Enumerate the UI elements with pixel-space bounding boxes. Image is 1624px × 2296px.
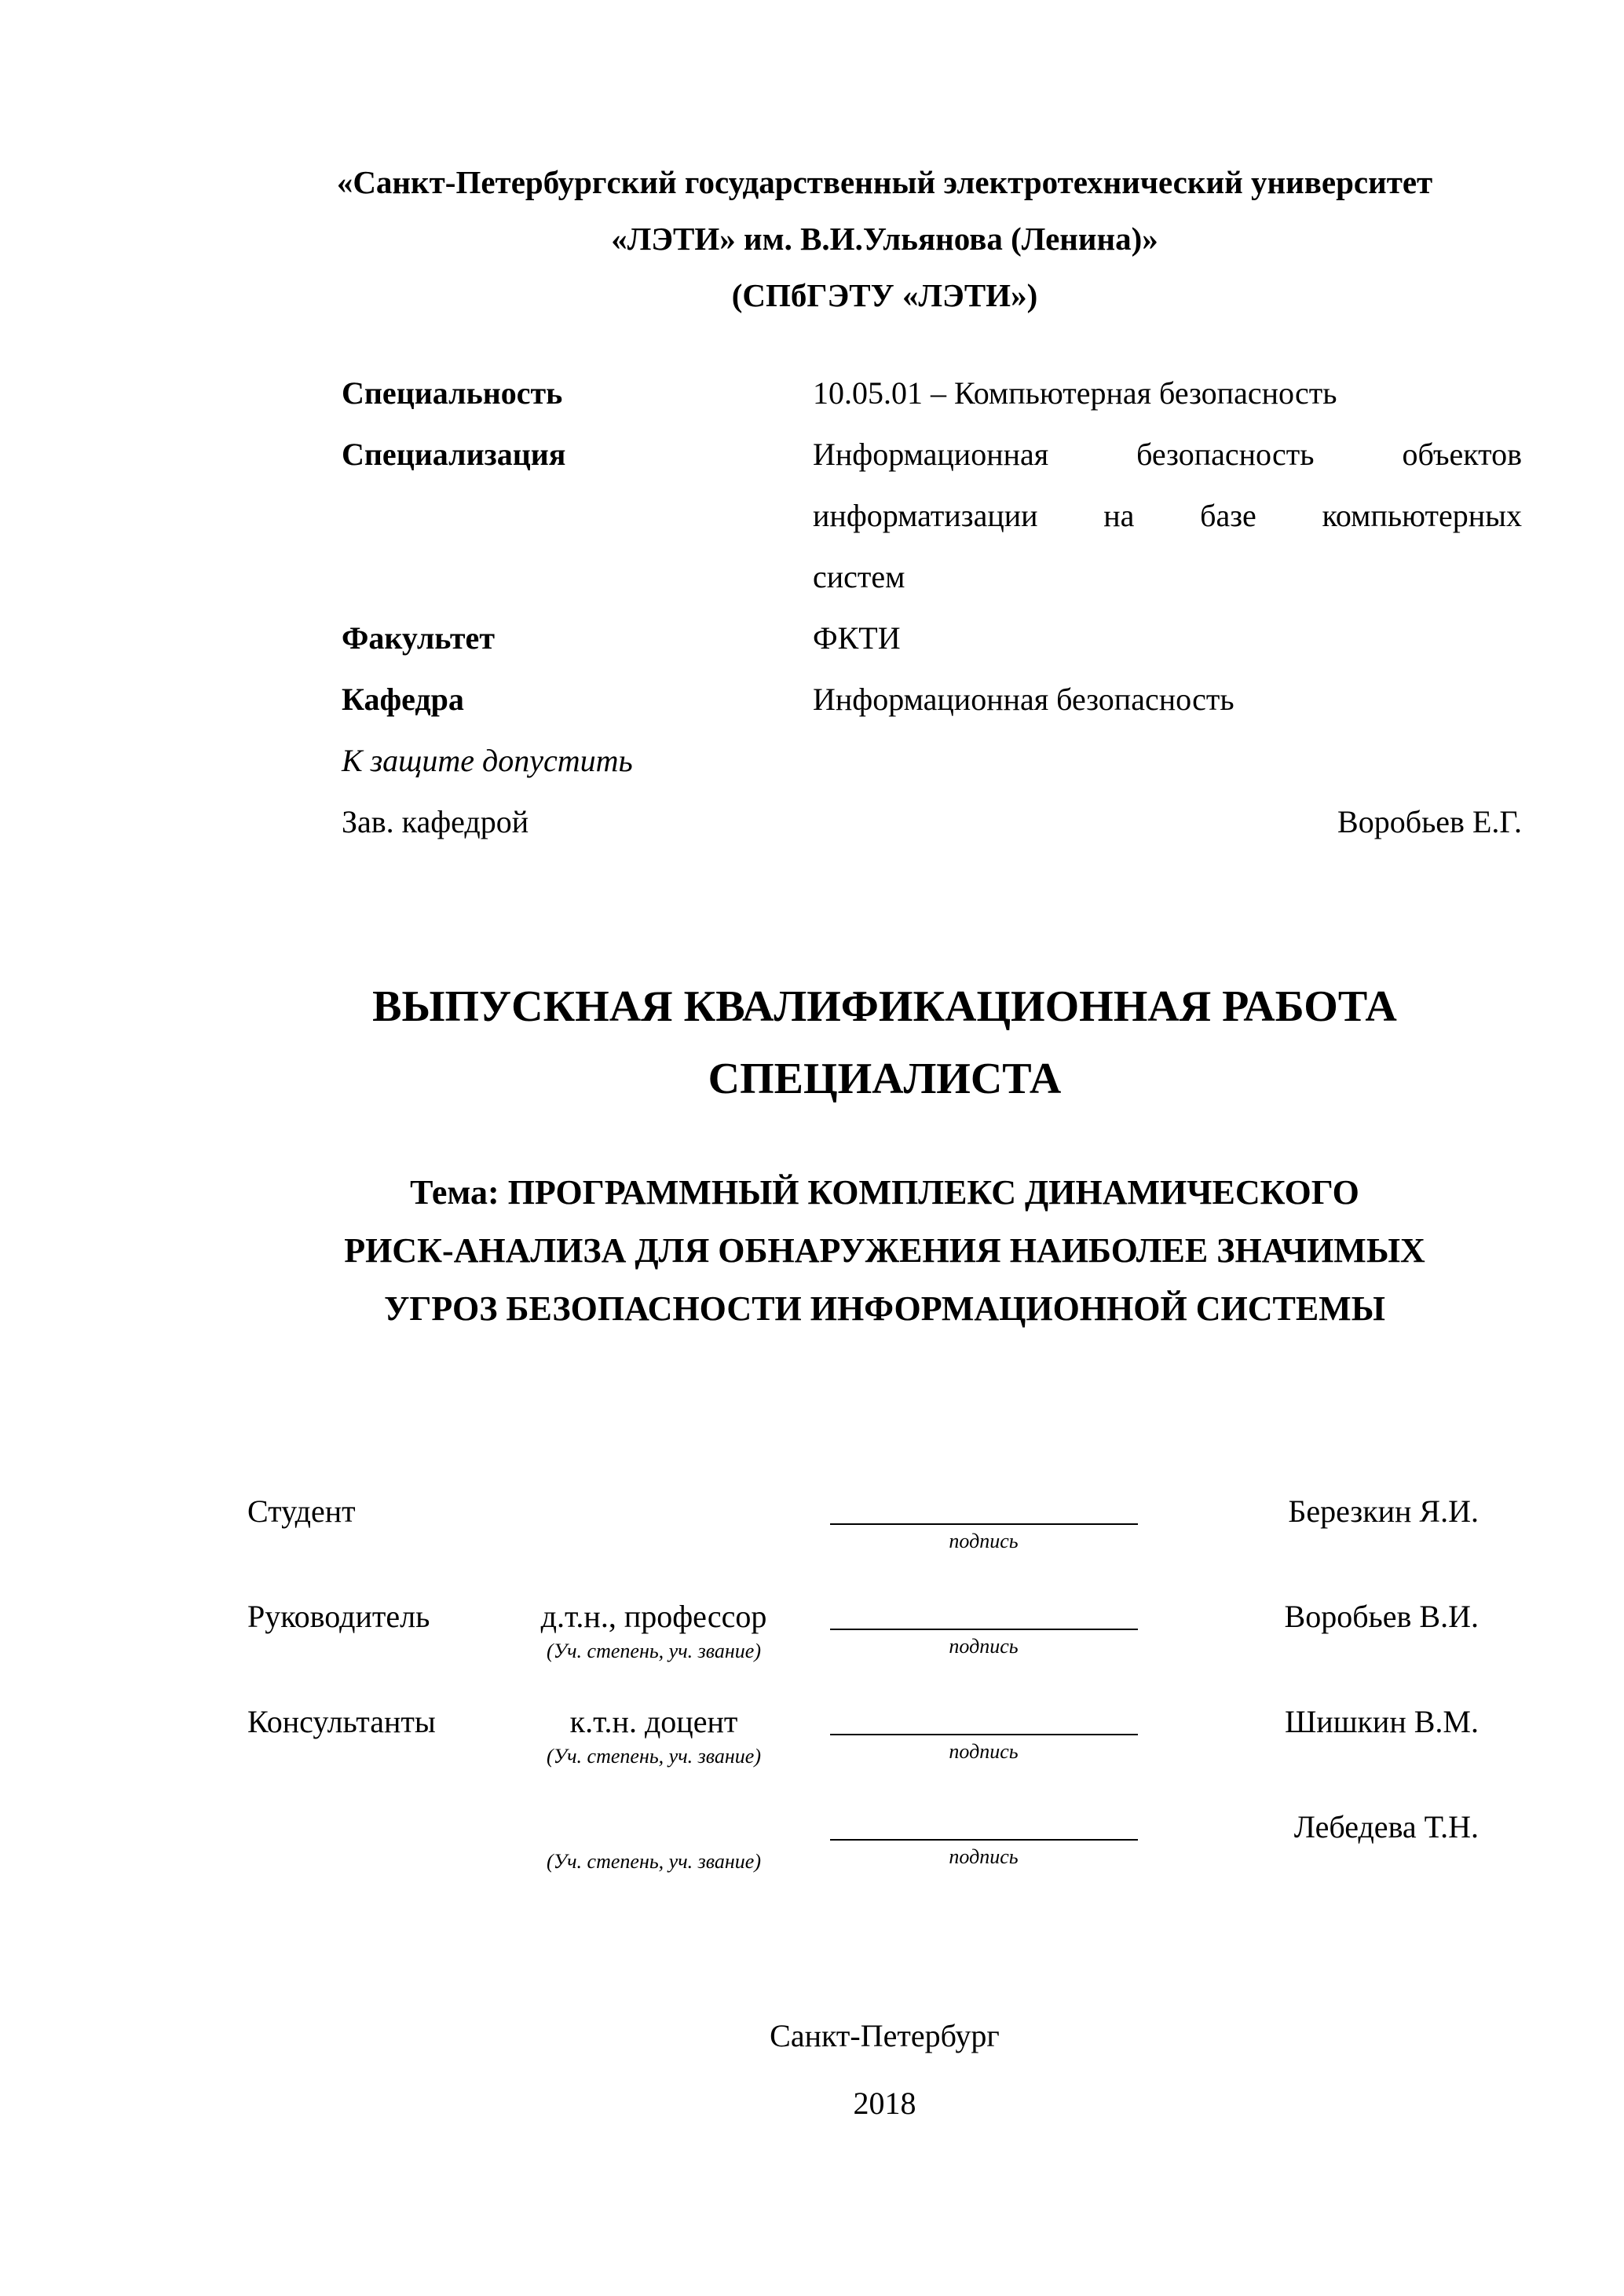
signature-role: Студент: [247, 1493, 356, 1529]
signature-role: Руководитель: [247, 1599, 430, 1634]
signature-name: Воробьев В.И.: [1284, 1599, 1479, 1634]
signature-row-supervisor: [247, 1591, 1522, 1666]
signature-line-cell: [817, 1696, 1150, 1771]
signature-name-cell: [1150, 1801, 1522, 1877]
signature-name-note: [1150, 1635, 1522, 1666]
department-head-row: [342, 792, 1522, 853]
signatures-section: [247, 1486, 1522, 1877]
signature-name: Лебедева Т.Н.: [1293, 1809, 1479, 1844]
work-title-line: СПЕЦИАЛИСТА: [708, 1055, 1062, 1103]
signature-role-note: [247, 1530, 491, 1561]
signature-role-note: [247, 1845, 491, 1877]
signature-degree-note: (Уч. степень, уч. звание): [547, 1850, 761, 1873]
specialization-line: систем: [813, 559, 905, 594]
theme-line: Тема: ПРОГРАММНЫЙ КОМПЛЕКС ДИНАМИЧЕСКОГО: [410, 1173, 1359, 1212]
specialization-line: Информационная безопасность объектов: [813, 437, 1522, 472]
signature-role-cell: [247, 1591, 491, 1666]
signature-degree-cell: [491, 1696, 817, 1771]
signature-role-note: [247, 1635, 491, 1666]
faculty-value: ФКТИ: [813, 620, 901, 656]
signature-caption: подпись: [949, 1845, 1019, 1868]
signature-name-note: [1150, 1845, 1522, 1877]
signature-role-cell: [247, 1696, 491, 1771]
signature-name: Шишкин В.М.: [1284, 1704, 1479, 1739]
signature-row-consultant-1: [247, 1696, 1522, 1771]
signature-degree-note: [491, 1530, 817, 1561]
footer: [247, 2002, 1522, 2137]
signature-role-note: [247, 1740, 491, 1771]
theme-title: [247, 1164, 1522, 1338]
footer-city: Санкт-Петербург: [770, 2018, 1000, 2053]
signature-degree: к.т.н. доцент: [569, 1704, 738, 1739]
department-value: Информационная безопасность: [813, 682, 1234, 717]
signature-line-cell: [817, 1591, 1150, 1666]
signature-degree-note: (Уч. степень, уч. звание): [547, 1640, 761, 1662]
specialty-value: 10.05.01 – Компьютерная безопасность: [813, 375, 1337, 411]
signature-degree-cell: [491, 1591, 817, 1666]
signature-name-note: [1150, 1740, 1522, 1771]
signature-role-cell: [247, 1801, 491, 1877]
university-name-line: «Санкт-Петербургский государственный электротехнический университет: [336, 164, 1433, 200]
work-title: [247, 971, 1522, 1115]
details-section: [342, 363, 1522, 853]
signature-name-note: [1150, 1530, 1522, 1561]
specialization-value: [813, 424, 1522, 608]
signature-degree-cell: [491, 1486, 817, 1561]
signature-caption: подпись: [949, 1635, 1019, 1658]
signature-caption: подпись: [949, 1530, 1019, 1552]
signature-line: [830, 1801, 1138, 1841]
signature-row-student: [247, 1486, 1522, 1561]
head-label: Зав. кафедрой: [342, 804, 529, 839]
department-label: Кафедра: [342, 682, 464, 717]
footer-year: 2018: [853, 2086, 916, 2121]
signature-degree-cell: [491, 1801, 817, 1877]
specialty-label: Специальность: [342, 375, 563, 411]
faculty-label: Факультет: [342, 620, 495, 656]
signature-name: Березкин Я.И.: [1288, 1493, 1479, 1529]
signature-line-cell: [817, 1801, 1150, 1877]
theme-line: УГРОЗ БЕЗОПАСНОСТИ ИНФОРМАЦИОННОЙ СИСТЕМЫ: [384, 1289, 1385, 1328]
specialization-line: информатизации на базе компьютерных: [813, 498, 1522, 533]
specialization-label: Специализация: [342, 437, 566, 472]
work-title-line: ВЫПУСКНАЯ КВАЛИФИКАЦИОННАЯ РАБОТА: [372, 982, 1397, 1031]
signature-role: Консультанты: [247, 1704, 436, 1739]
signature-name-cell: [1150, 1486, 1522, 1561]
signature-row-consultant-2: [247, 1801, 1522, 1877]
signature-degree: д.т.н., профессор: [540, 1599, 767, 1634]
university-name-line: «ЛЭТИ» им. В.И.Ульянова (Ленина)»: [611, 221, 1158, 257]
signature-line: [830, 1591, 1138, 1630]
signature-role-cell: [247, 1486, 491, 1561]
head-name: Воробьев Е.Г.: [1337, 804, 1522, 839]
admission-note: К защите допустить: [342, 743, 633, 778]
signature-line-cell: [817, 1486, 1150, 1561]
university-header: [247, 154, 1522, 324]
theme-line: РИСК-АНАЛИЗА ДЛЯ ОБНАРУЖЕНИЯ НАИБОЛЕЕ ЗНАЧИМЫХ: [344, 1231, 1425, 1270]
university-abbreviation: (СПбГЭТУ «ЛЭТИ»): [731, 277, 1038, 313]
signature-name-cell: [1150, 1696, 1522, 1771]
signature-degree: [491, 1801, 817, 1845]
signature-role: [247, 1801, 491, 1845]
signature-line: [830, 1696, 1138, 1735]
signature-line: [830, 1486, 1138, 1525]
signature-caption: подпись: [949, 1740, 1019, 1763]
signature-name-cell: [1150, 1591, 1522, 1666]
signature-degree: [491, 1486, 817, 1530]
signature-degree-note: (Уч. степень, уч. звание): [547, 1745, 761, 1768]
